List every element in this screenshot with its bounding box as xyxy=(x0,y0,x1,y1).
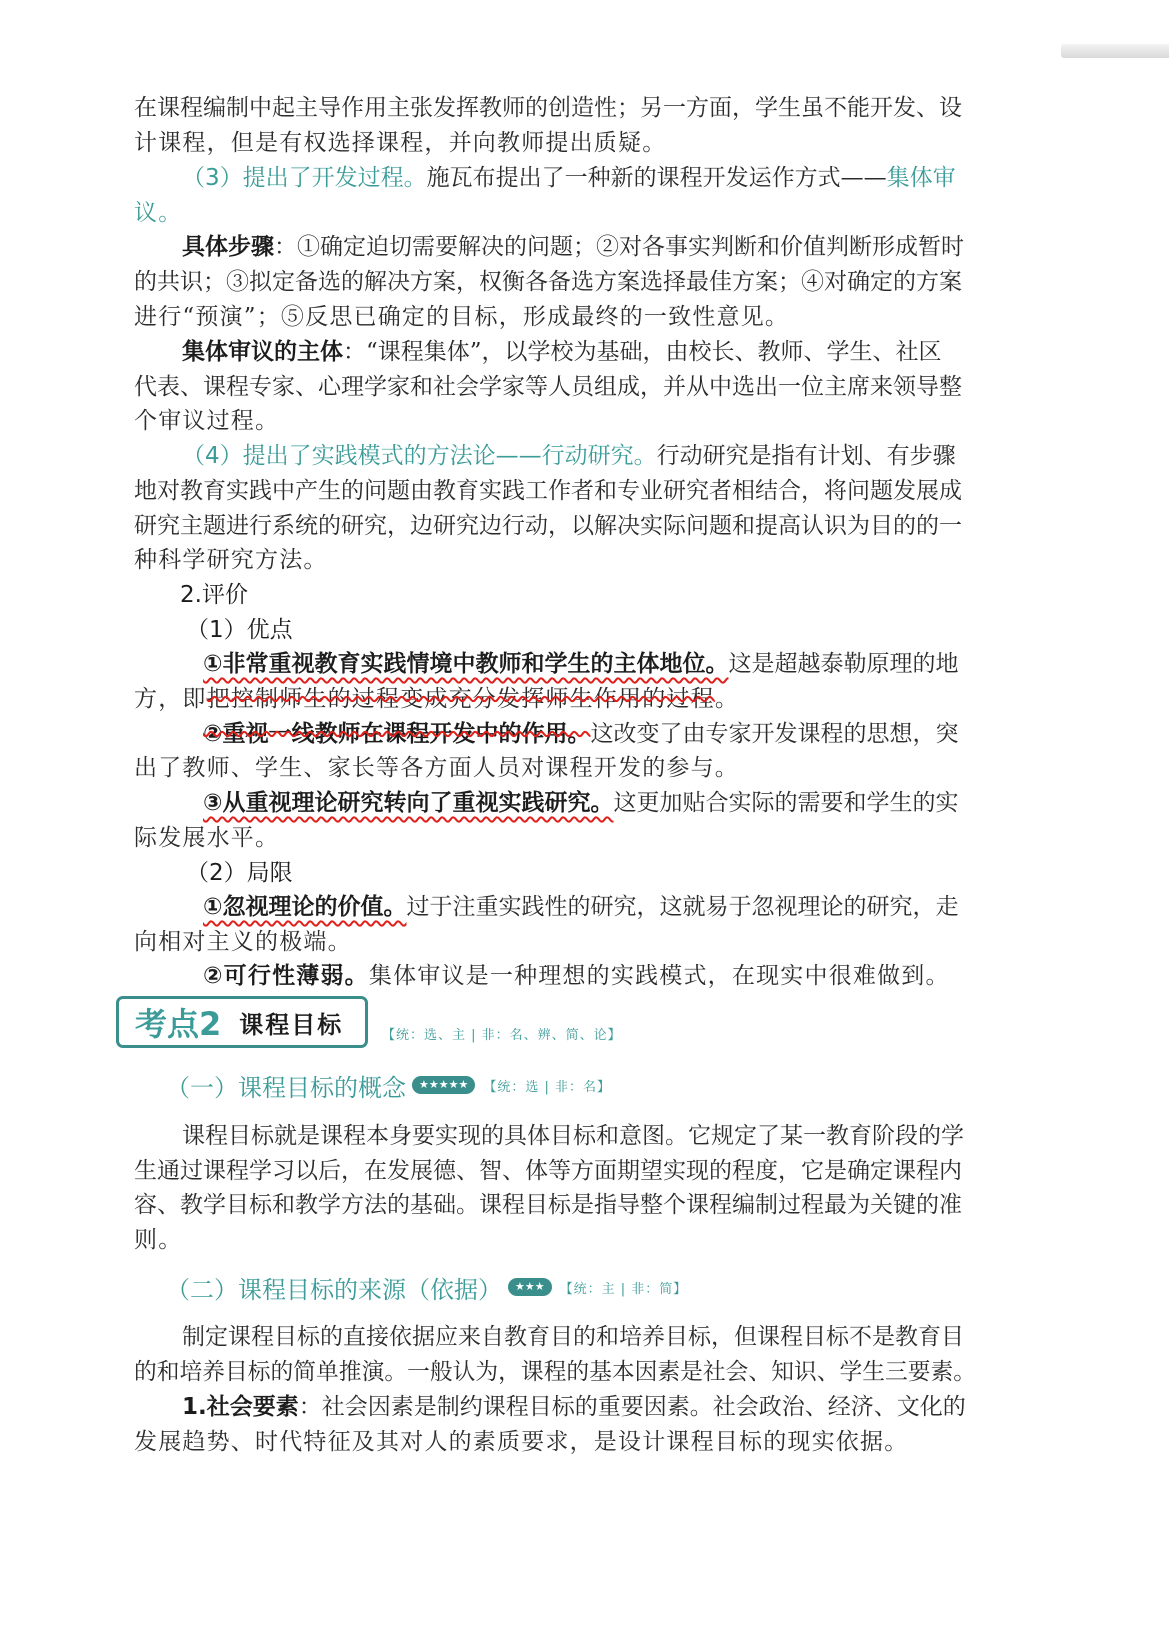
text-line: 的和培养目标的简单推演。一般认为，课程的基本因素是社会、知识、学生三要素。 xyxy=(134,1359,976,1385)
text-line: 方，即把控制师生的过程变成充分发挥师生作用的过程。 xyxy=(134,686,740,712)
subsection-heading: （1）优点 xyxy=(186,617,293,643)
highlighted-point: ①忽视理论的价值。 xyxy=(203,894,407,920)
exam-tag: 【统：主 | 非：简】 xyxy=(559,1281,688,1297)
exam-tag: 【统：选、主 | 非：名、辨、简、论】 xyxy=(382,1028,622,1043)
exam-tag: 【统：选 | 非：名】 xyxy=(483,1079,611,1095)
point-heading: （4）提出了实践模式的方法论——行动研究。 xyxy=(182,443,657,469)
text-line: 则。 xyxy=(134,1227,183,1253)
text-line: （3）提出了开发过程。施瓦布提出了一种新的课程开发运作方式——集体审 xyxy=(182,165,956,191)
text-line: 制定课程目标的直接依据应来自教育目的和培养目标，但课程目标不是教育目 xyxy=(182,1324,964,1350)
subsection-heading: 2.评价 xyxy=(180,582,248,608)
text-line: 出了教师、学生、家长等各方面人员对课程开发的参与。 xyxy=(134,755,739,781)
struck-text: 把控制师生的过程变成充分发挥师生作用的过程 xyxy=(206,686,715,712)
text-line: 际发展水平。 xyxy=(134,825,280,851)
section-heading: （一）课程目标的概念 ★★★★★ 【统：选 | 非：名】 xyxy=(166,1073,611,1102)
scan-edge-mark xyxy=(1061,44,1169,58)
text-line: ③从重视理论研究转向了重视实践研究。这更加贴合实际的需要和学生的实 xyxy=(203,790,959,816)
text-line: 代表、课程专家、心理学家和社会学家等人员组成，并从中选出一位主席来领导整 xyxy=(134,374,962,400)
point-heading: （3）提出了开发过程。 xyxy=(182,165,427,191)
text-line: ①非常重视教育实践情境中教师和学生的主体地位。这是超越泰勒原理的地 xyxy=(203,651,959,677)
kaodian-title: 课程目标 xyxy=(239,1010,344,1039)
text-line: 课程目标就是课程本身要实现的具体目标和意图。它规定了某一教育阶段的学 xyxy=(182,1123,964,1149)
star-rating-icon: ★★★★★ xyxy=(412,1076,475,1094)
text-line: ②可行性薄弱。集体审议是一种理想的实践模式，在现实中很难做到。 xyxy=(203,963,950,989)
kaodian-heading-box xyxy=(116,996,368,1048)
text-line: 议。 xyxy=(134,200,183,226)
text-line: 的共识；③拟定备选的解决方案，权衡各备选方案选择最佳方案；④对确定的方案 xyxy=(134,269,962,295)
text-line: 地对教育实践中产生的问题由教育实践工作者和专业研究者相结合，将问题发展成 xyxy=(134,478,962,504)
text-line: 计课程，但是有权选择课程，并向教师提出质疑。 xyxy=(134,130,667,156)
text-line: 在课程编制中起主导作用主张发挥教师的创造性；另一方面，学生虽不能开发、设 xyxy=(134,95,962,121)
star-rating-icon: ★★★ xyxy=(508,1278,552,1296)
text-line: 向相对主义的极端。 xyxy=(134,929,352,955)
kaodian-number: 考点2 xyxy=(135,1005,222,1043)
subsection-heading: （2）局限 xyxy=(186,860,293,886)
text-line: ①忽视理论的价值。过于注重实践性的研究，这就易于忽视理论的研究，走 xyxy=(203,894,959,920)
text-line: 进行“预演”；⑤反思已确定的目标，形成最终的一致性意见。 xyxy=(134,304,790,330)
text-line: 容、教学目标和教学方法的基础。课程目标是指导整个课程编制过程最为关键的准 xyxy=(134,1192,962,1218)
text-line: 集体审议的主体：“课程集体”，以学校为基础，由校长、教师、学生、社区 xyxy=(182,339,942,365)
inline-heading: 1.社会要素 xyxy=(182,1394,299,1420)
text-line: 种科学研究方法。 xyxy=(134,547,328,573)
text-line: 生通过课程学习以后，在发展德、智、体等方面期望实现的程度，它是确定课程内 xyxy=(134,1158,962,1184)
text-line: （4）提出了实践模式的方法论——行动研究。行动研究是指有计划、有步骤 xyxy=(182,443,956,469)
section-heading: （二）课程目标的来源（依据） ★★★ 【统：主 | 非：简】 xyxy=(166,1275,688,1304)
text-line: 具体步骤：①确定迫切需要解决的问题；②对各事实判断和价值判断形成暂时 xyxy=(182,234,964,260)
highlighted-point: ①非常重视教育实践情境中教师和学生的主体地位。 xyxy=(203,651,729,677)
highlighted-point: ③从重视理论研究转向了重视实践研究。 xyxy=(203,790,614,816)
text-line: 个审议过程。 xyxy=(134,408,280,434)
text-line: 1.社会要素：社会因素是制约课程目标的重要因素。社会政治、经济、文化的 xyxy=(182,1394,966,1420)
highlighted-point: ②重视一线教师在课程开发中的作用。 xyxy=(203,721,591,747)
text-line: ②重视一线教师在课程开发中的作用。这改变了由专家开发课程的思想，突 xyxy=(203,721,959,747)
text-line: 研究主题进行系统的研究，边研究边行动，以解决实际问题和提高认识为目的的一 xyxy=(134,513,962,539)
text-line: 发展趋势、时代特征及其对人的素质要求，是设计课程目标的现实依据。 xyxy=(134,1429,909,1455)
inline-heading: 具体步骤 xyxy=(182,234,274,260)
inline-heading: 集体审议的主体 xyxy=(182,339,343,365)
point-heading: ②可行性薄弱。 xyxy=(203,963,369,989)
